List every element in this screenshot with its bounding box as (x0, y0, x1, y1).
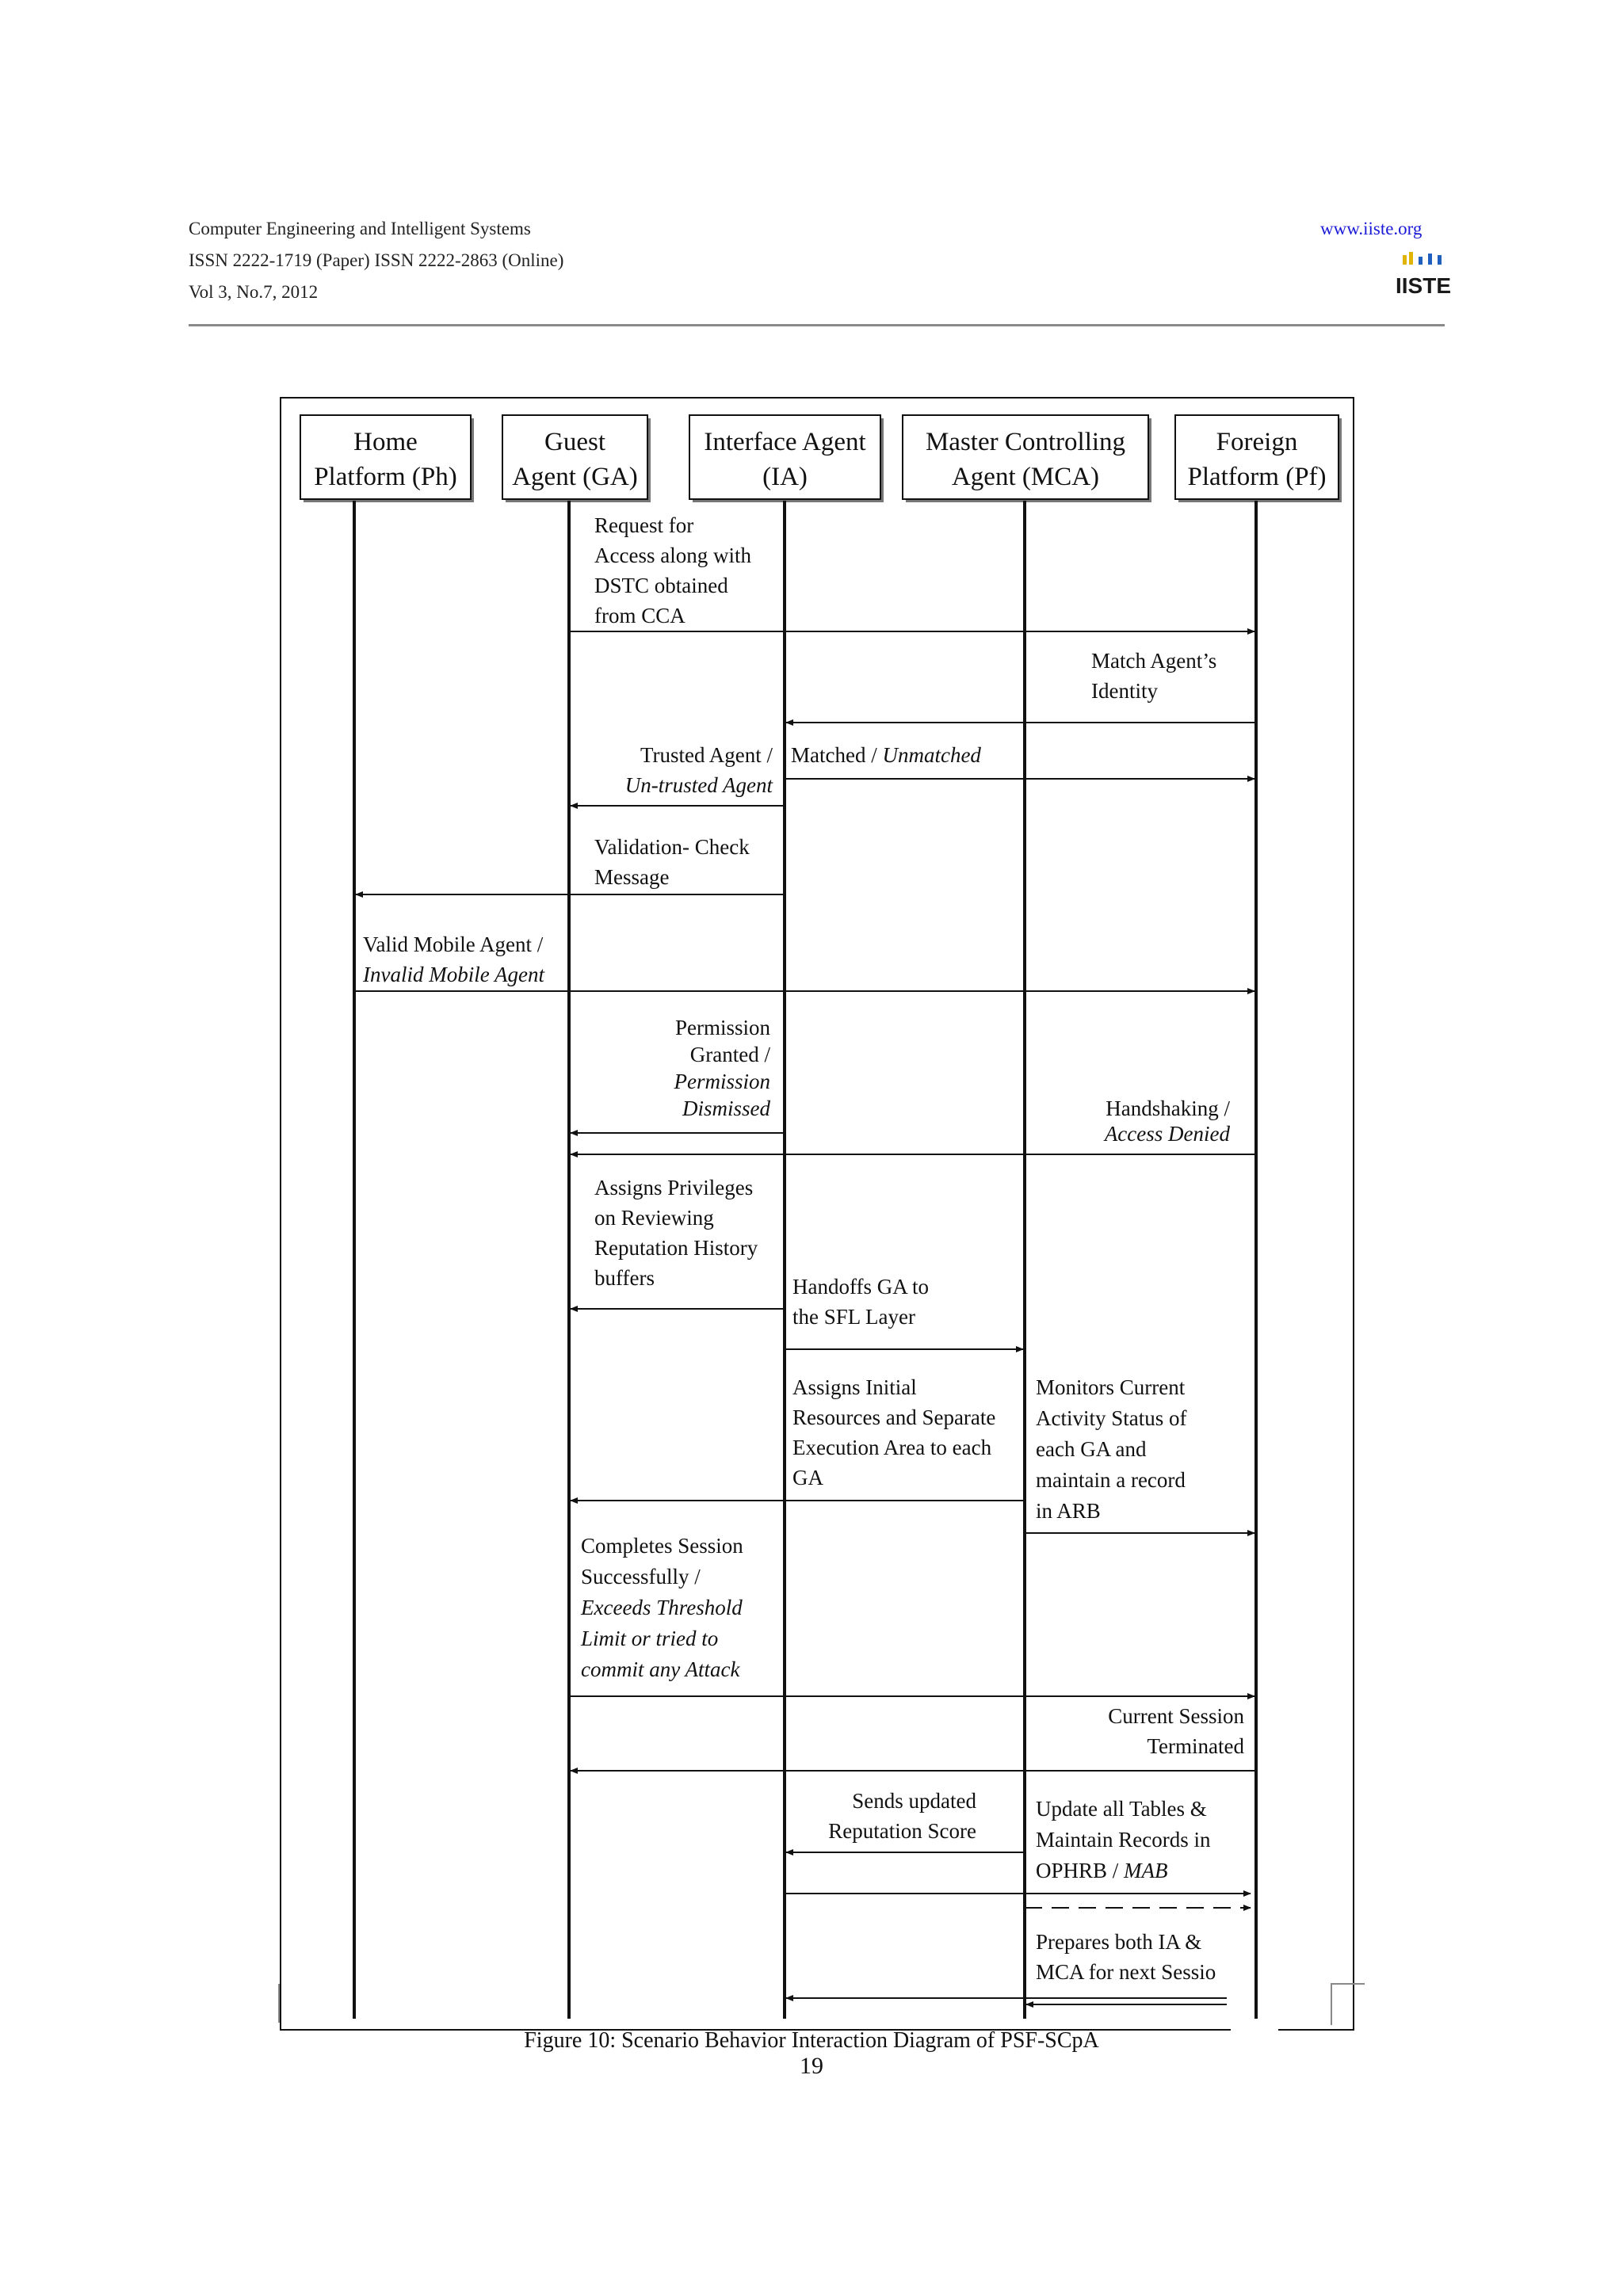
message-label-text: Limit or tried to (581, 1627, 719, 1650)
message-label (1036, 1930, 1201, 1954)
message-label (594, 1176, 753, 1199)
message-label-text: Exceeds Threshold (581, 1596, 743, 1619)
message-label-text: buffers (594, 1266, 655, 1290)
lifeline-title-pf: Foreign (1216, 428, 1298, 456)
lifeline-subtitle-ia: (IA) (762, 463, 808, 491)
message-label-text: Activity Status of (1036, 1406, 1187, 1430)
message-label (1036, 1797, 1207, 1821)
message-label (581, 1565, 701, 1589)
message-label-text: Assigns Privileges (594, 1176, 754, 1199)
volume-line: Vol 3, No.7, 2012 (189, 282, 319, 302)
message-label (1036, 1437, 1147, 1461)
message-label (792, 1466, 823, 1489)
message-label-text: Permission (674, 1070, 770, 1093)
message-label-text: Handoffs GA to (792, 1275, 929, 1299)
message-label-text: Monitors Current (1036, 1375, 1186, 1399)
message-label (674, 1070, 771, 1093)
message-label (625, 773, 774, 797)
message-label-text: OPHRB / (1036, 1859, 1125, 1882)
message-label (1036, 1406, 1187, 1430)
lifeline-subtitle-ga: Agent (GA) (512, 463, 638, 491)
message-label-text: Match Agent’s (1091, 649, 1217, 673)
diagram-frame (281, 398, 1354, 2030)
message-label (594, 574, 728, 597)
message-label-text: Trusted Agent / (640, 743, 773, 767)
message-label (581, 1534, 743, 1558)
message-label-text: Access Denied (1104, 1122, 1230, 1146)
message-label-text: MAB (1124, 1859, 1168, 1882)
message-label-text: Terminated (1147, 1734, 1244, 1758)
message-label-text: GA (792, 1466, 823, 1489)
message-label (828, 1819, 976, 1843)
message-label-text: Access along with (594, 543, 751, 567)
message-label-text: DSTC obtained (594, 574, 728, 597)
message-label-text: Execution Area to each (792, 1436, 992, 1459)
message-label (792, 1305, 915, 1329)
lifeline-title-ia: Interface Agent (704, 428, 866, 456)
message-label-text: Assigns Initial (792, 1375, 917, 1399)
message-label (594, 513, 693, 537)
message-label (675, 1016, 771, 1039)
message-label (594, 1206, 714, 1230)
message-label-text: Identity (1091, 679, 1158, 703)
lifeline-title-ph: Home (353, 428, 418, 456)
issn-line: ISSN 2222-1719 (Paper) ISSN 2222-2863 (Online) (189, 250, 564, 270)
message-label-text: Granted / (689, 1043, 770, 1066)
message-label (852, 1789, 976, 1813)
message-label-text: Matched / (791, 743, 883, 767)
message-label-text: Reputation Score (828, 1819, 976, 1843)
message-label (1103, 1122, 1231, 1146)
message-label-text: Update all Tables & (1036, 1797, 1207, 1821)
message-label-text: Completes Session (581, 1534, 743, 1558)
message-label (1036, 1468, 1186, 1492)
journal-title: Computer Engineering and Intelligent Systems (189, 219, 531, 238)
lifeline-subtitle-ph: Platform (Ph) (314, 463, 457, 491)
message-label (362, 963, 545, 986)
message-label (1091, 679, 1158, 703)
message-label-text: Message (594, 865, 670, 889)
message-label-text: Invalid Mobile Agent (363, 963, 544, 986)
message-label (363, 933, 544, 956)
message-label-text: Successfully / (581, 1565, 701, 1589)
lifeline-title-ga: Guest (544, 428, 605, 456)
message-label (1036, 1859, 1168, 1882)
message-label-text: Prepares both IA & (1036, 1930, 1202, 1954)
message-label (690, 1043, 771, 1066)
message-label (580, 1627, 718, 1650)
website-link[interactable]: www.iiste.org (1320, 219, 1423, 238)
message-label (594, 1236, 758, 1260)
message-label (1036, 1499, 1101, 1523)
message-label-text: Un-trusted Agent (624, 773, 773, 797)
message-label-text: Permission (674, 1016, 770, 1039)
message-label (792, 1275, 929, 1299)
message-label (792, 1436, 992, 1459)
message-label-text: maintain a record (1036, 1468, 1186, 1492)
svg-text:IISTE: IISTE (1395, 273, 1452, 298)
message-label-text: Resources and Separate (792, 1405, 996, 1429)
message-label-text: Sends updated (852, 1789, 976, 1813)
message-label-text: Reputation History (594, 1236, 758, 1260)
message-label (581, 1657, 740, 1681)
message-label-text: Valid Mobile Agent / (363, 933, 544, 956)
message-label-text: each GA and (1036, 1437, 1147, 1461)
lifeline-subtitle-pf: Platform (Pf) (1187, 463, 1327, 491)
lifeline-subtitle-mca: Agent (MCA) (951, 463, 1100, 491)
message-label (594, 543, 751, 567)
message-label-text: in ARB (1036, 1499, 1101, 1523)
message-label (594, 865, 669, 889)
message-label (1091, 649, 1216, 673)
message-label-text: MCA for next Sessio (1036, 1960, 1216, 1984)
message-label-text: Request for (594, 513, 694, 537)
message-label (594, 835, 750, 859)
message-label (1036, 1828, 1211, 1852)
message-label (1036, 1960, 1216, 1984)
message-label (1106, 1097, 1230, 1120)
message-label (594, 604, 685, 627)
message-label-text: Dismissed (682, 1097, 770, 1120)
message-label-text: Unmatched (882, 743, 981, 767)
message-label (791, 743, 981, 767)
message-label-text: the SFL Layer (792, 1305, 915, 1329)
figure-caption: Figure 10: Scenario Behavior Interaction Diagram of PSF-SCpA (524, 2028, 1099, 2053)
message-label (682, 1097, 771, 1120)
message-label (640, 743, 773, 767)
message-label-text: on Reviewing (594, 1206, 714, 1230)
message-label (580, 1596, 743, 1619)
message-label (594, 1266, 655, 1290)
message-label (792, 1375, 917, 1399)
lifeline-title-mca: Master Controlling (925, 428, 1126, 456)
message-label-text: from CCA (594, 604, 685, 627)
message-label-text: Validation- Check (594, 835, 750, 859)
message-label (1036, 1375, 1186, 1399)
page-number: 19 (800, 2053, 823, 2079)
message-label-text: Maintain Records in (1036, 1828, 1211, 1852)
message-label-text: commit any Attack (581, 1657, 740, 1681)
message-label (1147, 1734, 1244, 1758)
message-label-text: Handshaking / (1106, 1097, 1230, 1120)
message-label (792, 1405, 995, 1429)
message-label-text: Current Session (1108, 1704, 1244, 1728)
message-label (1108, 1704, 1244, 1728)
